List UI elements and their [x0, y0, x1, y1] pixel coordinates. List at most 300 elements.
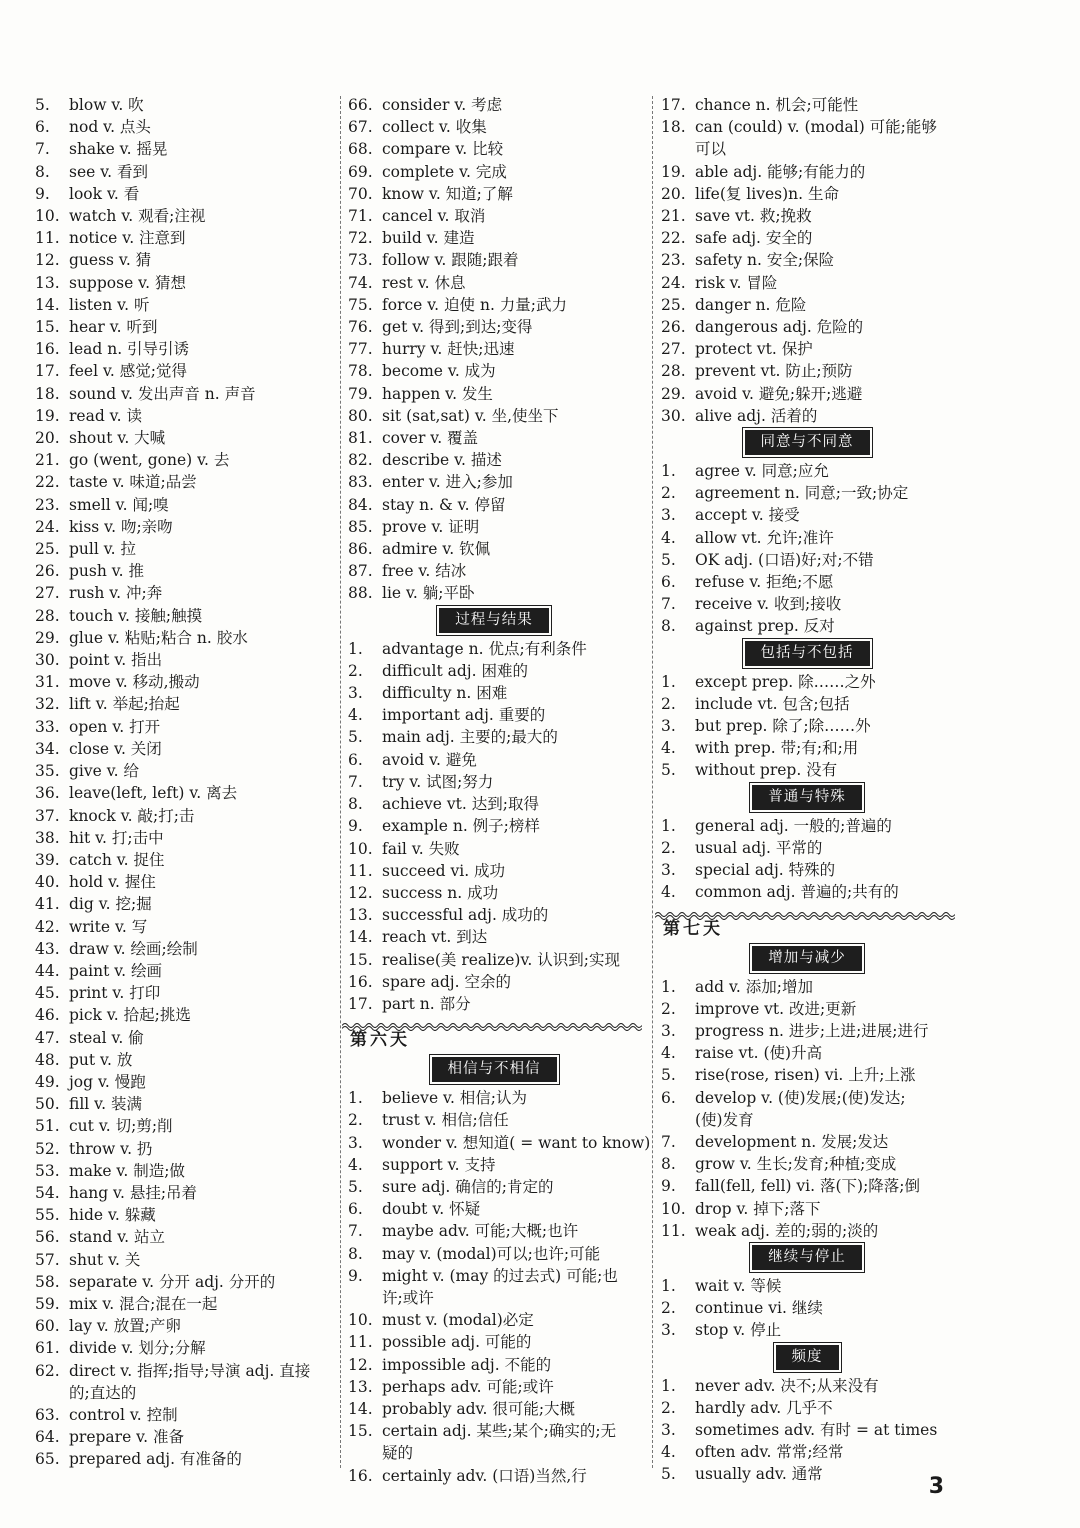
entry-number: 6. — [661, 573, 676, 592]
section-header-label: 过程与结果 — [439, 608, 549, 633]
entry-number: 17. — [348, 994, 373, 1013]
vocab-entry — [348, 882, 640, 904]
entry-number: 20. — [35, 429, 60, 448]
vocab-entry — [35, 94, 335, 116]
entry-number: 9. — [348, 1266, 363, 1285]
entry-text: achieve vt. 达到;取得 — [382, 795, 539, 814]
vocab-entry — [661, 1198, 953, 1220]
vocab-entry — [348, 1154, 640, 1176]
vocab-entry — [348, 1376, 640, 1398]
vocab-entry — [35, 827, 335, 849]
entry-number: 64. — [35, 1428, 60, 1447]
entry-number: 3. — [661, 506, 676, 525]
entry-number: 7. — [661, 595, 676, 614]
entry-text: knock v. 敲;打;击 — [69, 806, 195, 825]
section-header-label: 频度 — [776, 1345, 839, 1370]
vocab-entry — [348, 494, 640, 516]
entry-text: cover v. 覆盖 — [382, 429, 479, 448]
vocab-entry — [661, 815, 953, 837]
vocab-entry — [35, 693, 335, 715]
entry-text: safety n. 安全;保险 — [695, 251, 835, 270]
entry-text: happen v. 发生 — [382, 384, 493, 403]
vocab-entry — [35, 805, 335, 827]
vocab-entry — [35, 183, 335, 205]
column-divider — [340, 96, 341, 1468]
entry-text: throw v. 扔 — [69, 1139, 153, 1158]
vocab-entry — [348, 1331, 640, 1353]
entry-number: 5. — [348, 728, 363, 747]
entry-number: 19. — [661, 162, 686, 181]
vocab-entry — [348, 926, 640, 948]
vocab-entry — [35, 1071, 335, 1093]
vocab-entry — [661, 1175, 953, 1197]
day-divider — [348, 1023, 640, 1053]
entry-text: OK adj. (口语)好;对;不错 — [695, 550, 874, 569]
entry-number: 4. — [661, 1044, 676, 1063]
entry-text: sit (sat,sat) v. 坐,使坐下 — [382, 406, 559, 425]
entry-text: success n. 成功 — [382, 883, 499, 902]
entry-text: collect v. 收集 — [382, 118, 487, 137]
entry-number: 15. — [348, 1422, 373, 1441]
entry-text: cut v. 切;剪;削 — [69, 1117, 173, 1136]
vocab-entry — [35, 1249, 335, 1271]
entry-number: 1. — [661, 977, 676, 996]
entry-text: complete v. 完成 — [382, 162, 507, 181]
section-header-label: 相信与不相信 — [432, 1057, 557, 1082]
entry-number: 79. — [348, 384, 373, 403]
entry-number: 27. — [35, 584, 60, 603]
entry-number: 88. — [348, 584, 373, 603]
vocab-entry — [348, 427, 640, 449]
entry-text: force v. 迫使 n. 力量;武力 — [382, 295, 568, 314]
entry-text: try v. 试图;努力 — [382, 772, 494, 791]
vocab-entry — [35, 138, 335, 160]
entry-text: improve vt. 改进;更新 — [695, 999, 857, 1018]
entry-text: spare adj. 空余的 — [382, 972, 511, 991]
entry-text: dig v. 挖;掘 — [69, 895, 152, 914]
entry-text: example n. 例子;榜样 — [382, 817, 540, 836]
vocab-entry — [661, 593, 953, 615]
entry-text: close v. 关闭 — [69, 739, 162, 758]
entry-text: receive v. 收到;接收 — [695, 595, 842, 614]
entry-text: lead n. 引导引诱 — [69, 340, 190, 359]
section-header-label: 普通与特殊 — [752, 785, 862, 810]
entry-text: fall(fell, fell) vi. 落(下);降落;倒 — [695, 1177, 921, 1196]
entry-number: 62. — [35, 1361, 60, 1380]
vocab-entry — [661, 1087, 953, 1109]
entry-text: stop v. 停止 — [695, 1321, 782, 1340]
entry-text: 疑的 — [382, 1444, 414, 1463]
entry-number: 15. — [35, 318, 60, 337]
entry-text: continue vi. 继续 — [695, 1299, 823, 1318]
vocab-entry — [661, 227, 953, 249]
vocab-entry — [348, 449, 640, 471]
entry-number: 82. — [348, 451, 373, 470]
entry-text: wonder v. 想知道( = want to know) — [382, 1133, 651, 1152]
vocab-entry-continuation — [661, 1109, 953, 1131]
entry-text: able adj. 能够;有能力的 — [695, 162, 866, 181]
entry-number: 57. — [35, 1250, 60, 1269]
entry-number: 78. — [348, 362, 373, 381]
vocab-entry — [661, 1419, 953, 1441]
entry-text: build v. 建造 — [382, 229, 475, 248]
entry-text: notice v. 注意到 — [69, 229, 186, 248]
entry-text: life(复 lives)n. 生命 — [695, 184, 839, 203]
entry-text: follow v. 跟随;跟着 — [382, 251, 519, 270]
section-header — [661, 1245, 953, 1270]
entry-number: 12. — [348, 1355, 373, 1374]
entry-number: 43. — [35, 939, 60, 958]
entry-text: succeed vi. 成功 — [382, 861, 506, 880]
entry-text: prevent vt. 防止;预防 — [695, 362, 853, 381]
entry-number: 84. — [348, 495, 373, 514]
entry-number: 72. — [348, 229, 373, 248]
section-header — [661, 946, 953, 971]
entry-text: prepare v. 准备 — [69, 1428, 184, 1447]
vocab-entry — [348, 1198, 640, 1220]
entry-number: 1. — [661, 462, 676, 481]
entry-text: jog v. 慢跑 — [69, 1072, 146, 1091]
vocab-entry — [661, 338, 953, 360]
entry-text: glue v. 粘贴;粘合 n. 胶水 — [69, 628, 248, 647]
vocab-entry — [35, 1404, 335, 1426]
entry-text: save vt. 救;挽救 — [695, 207, 812, 226]
section-header-label: 增加与减少 — [752, 946, 862, 971]
entry-number: 3. — [661, 1321, 676, 1340]
vocab-entry — [348, 205, 640, 227]
column-3 — [661, 94, 953, 1486]
vocab-entry — [661, 1064, 953, 1086]
vocab-entry — [35, 205, 335, 227]
entry-text: reach vt. 到达 — [382, 928, 488, 947]
vocab-entry — [35, 582, 335, 604]
vocab-entry — [661, 527, 953, 549]
vocab-entry — [348, 682, 640, 704]
entry-number: 1. — [348, 639, 363, 658]
vocab-entry — [661, 482, 953, 504]
entry-text: often adv. 常常;经常 — [695, 1443, 844, 1462]
entry-number: 9. — [348, 817, 363, 836]
entry-number: 25. — [35, 540, 60, 559]
entry-number: 3. — [348, 1133, 363, 1152]
entry-text: support v. 支持 — [382, 1155, 496, 1174]
vocab-entry — [35, 449, 335, 471]
vocab-entry — [348, 1398, 640, 1420]
entry-number: 5. — [661, 1465, 676, 1484]
entry-text: (使)发育 — [695, 1110, 754, 1129]
entry-text: push v. 推 — [69, 562, 145, 581]
vocab-entry — [348, 949, 640, 971]
entry-number: 13. — [348, 906, 373, 925]
entry-number: 49. — [35, 1072, 60, 1091]
entry-number: 2. — [348, 661, 363, 680]
vocab-entry — [661, 549, 953, 571]
vocab-entry — [348, 749, 640, 771]
entry-text: hardly adv. 几乎不 — [695, 1398, 833, 1417]
entry-number: 23. — [35, 495, 60, 514]
entry-number: 30. — [35, 651, 60, 670]
entry-number: 50. — [35, 1095, 60, 1114]
vocab-entry — [348, 1420, 640, 1442]
entry-number: 10. — [348, 839, 373, 858]
vocab-entry — [348, 516, 640, 538]
vocab-entry — [35, 1182, 335, 1204]
day-divider — [661, 912, 953, 942]
entry-text: kiss v. 吻;亲吻 — [69, 517, 173, 536]
entry-number: 8. — [661, 617, 676, 636]
vocab-entry — [35, 1226, 335, 1248]
vocab-entry — [35, 1293, 335, 1315]
vocab-entry — [35, 960, 335, 982]
entry-number: 21. — [35, 451, 60, 470]
vocab-entry — [661, 294, 953, 316]
entry-text: with prep. 带;有;和;用 — [695, 739, 859, 758]
entry-number: 48. — [35, 1050, 60, 1069]
entry-number: 28. — [661, 362, 686, 381]
entry-number: 3. — [348, 684, 363, 703]
entry-number: 5. — [661, 1066, 676, 1085]
entry-text: describe v. 描述 — [382, 451, 502, 470]
entry-text: catch v. 捉住 — [69, 850, 165, 869]
vocab-entry — [661, 1020, 953, 1042]
entry-text: read v. 读 — [69, 406, 142, 425]
entry-number: 12. — [348, 883, 373, 902]
vocab-entry — [35, 427, 335, 449]
entry-text: special adj. 特殊的 — [695, 861, 836, 880]
entry-number: 18. — [661, 118, 686, 137]
entry-number: 86. — [348, 540, 373, 559]
entry-text: perhaps adv. 可能;或许 — [382, 1377, 554, 1396]
entry-text: difficult adj. 困难的 — [382, 661, 528, 680]
vocab-entry — [661, 1319, 953, 1341]
entry-text: agree v. 同意;应允 — [695, 462, 829, 481]
vocab-entry — [35, 1049, 335, 1071]
vocab-entry — [348, 360, 640, 382]
entry-number: 56. — [35, 1228, 60, 1247]
vocab-entry — [35, 1138, 335, 1160]
entry-text: sometimes adv. 有时 = at times — [695, 1420, 938, 1439]
entry-number: 65. — [35, 1450, 60, 1469]
vocab-entry — [661, 405, 953, 427]
vocab-entry — [348, 704, 640, 726]
entry-text: protect vt. 保护 — [695, 340, 813, 359]
entry-text: look v. 看 — [69, 184, 140, 203]
entry-text: fill v. 装满 — [69, 1095, 142, 1114]
entry-number: 41. — [35, 895, 60, 914]
entry-number: 22. — [35, 473, 60, 492]
column-divider — [652, 96, 653, 1468]
vocab-entry — [661, 571, 953, 593]
entry-text: may v. (modal)可以;也许;可能 — [382, 1244, 601, 1263]
vocab-entry — [348, 116, 640, 138]
entry-number: 2. — [661, 694, 676, 713]
entry-text: get v. 得到;到达;变得 — [382, 318, 533, 337]
entry-text: important adj. 重要的 — [382, 706, 546, 725]
vocab-entry — [35, 560, 335, 582]
vocab-entry — [35, 605, 335, 627]
entry-number: 23. — [661, 251, 686, 270]
vocab-entry — [348, 183, 640, 205]
entry-number: 7. — [348, 772, 363, 791]
entry-text: fail v. 失败 — [382, 839, 460, 858]
entry-text: write v. 写 — [69, 917, 148, 936]
entry-text: hang v. 悬挂;吊着 — [69, 1183, 198, 1202]
entry-text: advantage n. 优点;有利条件 — [382, 639, 587, 658]
vocab-entry — [348, 771, 640, 793]
entry-text: smell v. 闻;嗅 — [69, 495, 169, 514]
vocab-entry — [661, 693, 953, 715]
entry-text: 可以 — [695, 140, 727, 159]
entry-text: cancel v. 取消 — [382, 207, 486, 226]
entry-text: point v. 指出 — [69, 651, 163, 670]
entry-number: 12. — [35, 251, 60, 270]
entry-number: 8. — [348, 1244, 363, 1263]
entry-text: pull v. 拉 — [69, 540, 137, 559]
entry-number: 15. — [348, 950, 373, 969]
vocab-entry — [348, 815, 640, 837]
entry-number: 11. — [661, 1221, 686, 1240]
entry-text: 的;直达的 — [69, 1383, 137, 1402]
vocab-entry — [35, 272, 335, 294]
entry-number: 85. — [348, 517, 373, 536]
entry-text: stay n. & v. 停留 — [382, 495, 506, 514]
entry-text: consider v. 考虑 — [382, 96, 503, 114]
entry-number: 51. — [35, 1117, 60, 1136]
vocab-entry — [35, 116, 335, 138]
entry-number: 52. — [35, 1139, 60, 1158]
vocab-entry — [348, 1176, 640, 1198]
entry-number: 73. — [348, 251, 373, 270]
entry-number: 3. — [661, 1420, 676, 1439]
entry-number: 37. — [35, 806, 60, 825]
vocab-entry — [35, 1271, 335, 1293]
vocab-entry — [348, 560, 640, 582]
entry-text: safe adj. 安全的 — [695, 229, 813, 248]
entry-text: watch v. 观看;注视 — [69, 207, 206, 226]
entry-text: successful adj. 成功的 — [382, 906, 549, 925]
entry-text: lie v. 躺;平卧 — [382, 584, 475, 603]
column-2 — [348, 94, 651, 1487]
entry-number: 59. — [35, 1294, 60, 1313]
entry-number: 4. — [661, 1443, 676, 1462]
section-header — [661, 1345, 953, 1370]
entry-number: 2. — [348, 1111, 363, 1130]
vocab-entry — [35, 249, 335, 271]
vocab-entry — [348, 582, 640, 604]
vocab-entry — [661, 94, 953, 116]
vocab-entry — [661, 460, 953, 482]
entry-text: raise vt. (使)升高 — [695, 1044, 823, 1063]
entry-number: 5. — [35, 96, 50, 114]
entry-number: 6. — [35, 118, 50, 137]
entry-number: 6. — [348, 750, 363, 769]
entry-number: 16. — [35, 340, 60, 359]
entry-text: listen v. 听 — [69, 295, 150, 314]
section-header-label: 包括与不包括 — [745, 641, 870, 666]
entry-text: hear v. 听到 — [69, 318, 158, 337]
entry-text: alive adj. 活着的 — [695, 406, 818, 425]
vocab-entry-continuation — [661, 138, 953, 160]
entry-text: compare v. 比较 — [382, 140, 504, 159]
entry-number: 22. — [661, 229, 686, 248]
entry-text: hide v. 躲藏 — [69, 1206, 156, 1225]
entry-text: 许;或许 — [382, 1288, 434, 1307]
entry-text: allow vt. 允许;准许 — [695, 528, 834, 547]
entry-text: develop v. (使)发展;(使)发达; — [695, 1088, 906, 1107]
vocab-entry — [35, 471, 335, 493]
entry-number: 67. — [348, 118, 373, 137]
day-title: 第六天 — [350, 1030, 410, 1051]
entry-number: 8. — [348, 795, 363, 814]
entry-number: 29. — [35, 628, 60, 647]
entry-text: guess v. 猜 — [69, 251, 152, 270]
entry-text: print v. 打印 — [69, 984, 161, 1003]
vocab-entry — [661, 1397, 953, 1419]
vocab-entry — [661, 976, 953, 998]
vocab-entry — [661, 316, 953, 338]
vocab-entry — [348, 1220, 640, 1242]
entry-text: free v. 结冰 — [382, 562, 467, 581]
entry-number: 31. — [35, 673, 60, 692]
entry-number: 61. — [35, 1339, 60, 1358]
entry-text: control v. 控制 — [69, 1405, 178, 1424]
entry-text: agreement n. 同意;一致;协定 — [695, 484, 909, 503]
entry-number: 36. — [35, 784, 60, 803]
vocab-entry — [661, 837, 953, 859]
day-title: 第七天 — [663, 918, 723, 939]
entry-text: rise(rose, risen) vi. 上升;上涨 — [695, 1066, 916, 1085]
entry-text: add v. 添加;增加 — [695, 977, 814, 996]
entry-number: 25. — [661, 295, 686, 314]
entry-number: 19. — [35, 406, 60, 425]
entry-number: 17. — [35, 362, 60, 381]
entry-number: 4. — [661, 528, 676, 547]
entry-number: 10. — [348, 1311, 373, 1330]
vocab-entry — [35, 1426, 335, 1448]
entry-number: 66. — [348, 96, 373, 114]
entry-number: 3. — [661, 1021, 676, 1040]
vocab-entry — [348, 338, 640, 360]
vocab-entry — [661, 161, 953, 183]
entry-number: 34. — [35, 739, 60, 758]
entry-text: trust v. 相信;信任 — [382, 1111, 509, 1130]
entry-text: maybe adv. 可能;大概;也许 — [382, 1222, 579, 1241]
entry-text: wait v. 等候 — [695, 1276, 782, 1295]
entry-text: direct v. 指挥;指导;导演 adj. 直接 — [69, 1361, 311, 1380]
entry-number: 58. — [35, 1272, 60, 1291]
vocab-entry — [661, 1153, 953, 1175]
entry-text: general adj. 一般的;普遍的 — [695, 816, 892, 835]
entry-text: certainly adv. (口语)当然,行 — [382, 1466, 587, 1485]
entry-number: 2. — [661, 1299, 676, 1318]
vocab-entry — [35, 516, 335, 538]
entry-number: 1. — [661, 816, 676, 835]
entry-number: 53. — [35, 1161, 60, 1180]
entry-text: impossible adj. 不能的 — [382, 1355, 552, 1374]
entry-text: draw v. 绘画;绘制 — [69, 939, 198, 958]
entry-text: risk v. 冒险 — [695, 273, 778, 292]
entry-number: 14. — [35, 295, 60, 314]
vocab-entry — [35, 1115, 335, 1137]
entry-text: become v. 成为 — [382, 362, 496, 381]
vocab-entry — [348, 1109, 640, 1131]
vocab-entry — [35, 760, 335, 782]
vocab-entry — [348, 904, 640, 926]
vocab-entry — [35, 738, 335, 760]
entry-text: against prep. 反对 — [695, 617, 835, 636]
entry-text: separate v. 分开 adj. 分开的 — [69, 1272, 276, 1291]
vocab-entry — [348, 471, 640, 493]
